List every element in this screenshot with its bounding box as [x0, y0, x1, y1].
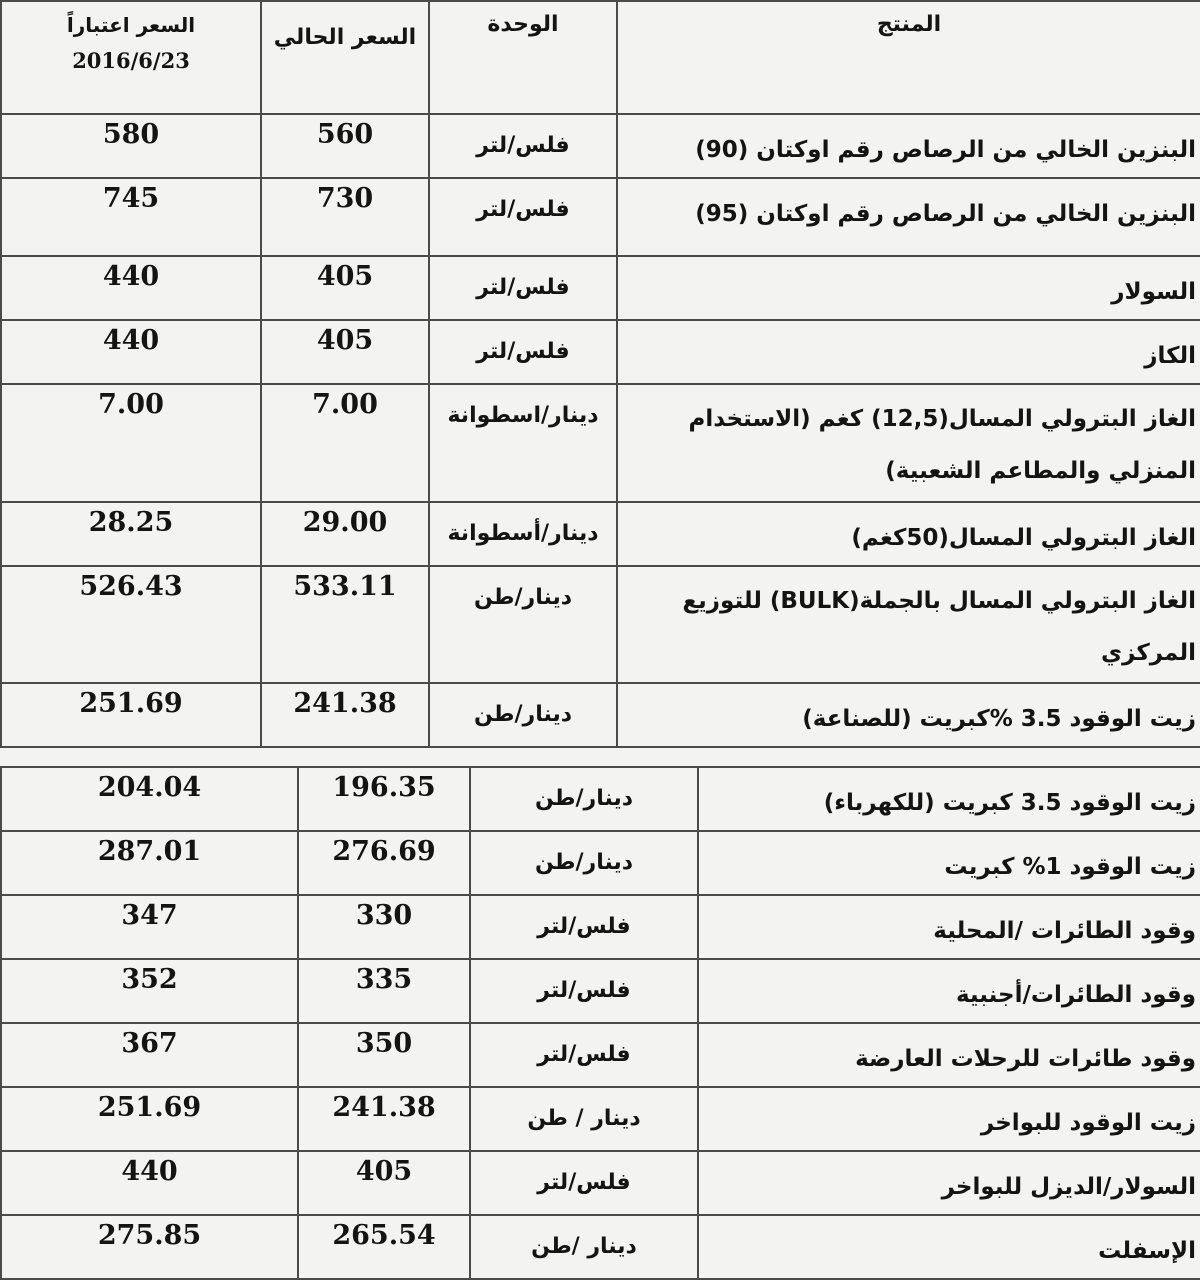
- new-price-cell: 204.04: [1, 767, 298, 831]
- new-price-cell: 7.00: [1, 384, 261, 502]
- product-name: زيت الوقود 3.5 كبريت (للكهرباء): [698, 767, 1200, 831]
- product-name: الغاز البترولي المسال(50كغم): [617, 502, 1200, 566]
- new-price-cell: 28.25: [1, 502, 261, 566]
- table-row: [1, 1087, 1200, 1151]
- new-price-cell: 745: [1, 178, 261, 256]
- product-name: زيت الوقود للبواخر: [698, 1087, 1200, 1151]
- product-name: الغاز البترولي المسال بالجملة(BULK) للتوزيع المركزي: [617, 566, 1200, 683]
- table-row: [1, 895, 1200, 959]
- table-row: [1, 1151, 1200, 1215]
- product-name: زيت الوقود 3.5 %كبريت (للصناعة): [617, 683, 1200, 747]
- current-price-cell: 276.69: [298, 831, 470, 895]
- new-price-cell: 287.01: [1, 831, 298, 895]
- new-price-cell: 440: [1, 1151, 298, 1215]
- unit-cell: فلس/لتر: [470, 1151, 698, 1215]
- table-row: [1, 1215, 1200, 1279]
- unit-cell: دينار /طن: [470, 1215, 698, 1279]
- current-price-cell: 265.54: [298, 1215, 470, 1279]
- new-price-cell: 526.43: [1, 566, 261, 683]
- unit-cell: دينار / طن: [470, 1087, 698, 1151]
- table-row: [1, 959, 1200, 1023]
- unit-cell: دينار/طن: [470, 767, 698, 831]
- table-row: [1, 767, 1200, 831]
- unit-cell: فلس/لتر: [429, 178, 617, 256]
- current-price-cell: 241.38: [298, 1087, 470, 1151]
- header-product: المنتج: [617, 1, 1200, 114]
- product-name: البنزين الخالي من الرصاص رقم اوكتان (90): [617, 114, 1200, 178]
- table-row: [1, 683, 1200, 747]
- table-row: [1, 502, 1200, 566]
- header-current-price: السعر الحالي: [261, 1, 429, 114]
- current-price-cell: 196.35: [298, 767, 470, 831]
- new-price-cell: 347: [1, 895, 298, 959]
- unit-cell: دينار/اسطوانة: [429, 384, 617, 502]
- table-row: [1, 320, 1200, 384]
- unit-cell: فلس/لتر: [429, 256, 617, 320]
- header-price-from-label: السعر اعتباراً: [66, 13, 196, 37]
- table-row: [1, 831, 1200, 895]
- product-name: زيت الوقود 1% كبريت: [698, 831, 1200, 895]
- new-price-cell: 251.69: [1, 1087, 298, 1151]
- current-price-cell: 405: [261, 320, 429, 384]
- new-price-cell: 275.85: [1, 1215, 298, 1279]
- current-price-cell: 560: [261, 114, 429, 178]
- current-price-cell: 730: [261, 178, 429, 256]
- table-row: [1, 1023, 1200, 1087]
- product-name: الغاز البترولي المسال(12,5) كغم (الاستخدام المنزلي والمطاعم الشعبية): [617, 384, 1200, 502]
- current-price-cell: 241.38: [261, 683, 429, 747]
- new-price-cell: 440: [1, 256, 261, 320]
- header-price-from-date: 2016/6/23: [72, 48, 190, 73]
- current-price-cell: 330: [298, 895, 470, 959]
- current-price-cell: 350: [298, 1023, 470, 1087]
- table-row: [1, 256, 1200, 320]
- unit-cell: فلس/لتر: [470, 1023, 698, 1087]
- fuel-price-table-2: [0, 766, 1200, 1280]
- product-name: وقود الطائرات/أجنبية: [698, 959, 1200, 1023]
- new-price-cell: 580: [1, 114, 261, 178]
- header-unit: الوحدة: [429, 1, 617, 114]
- product-name: وقود طائرات للرحلات العارضة: [698, 1023, 1200, 1087]
- unit-cell: دينار/طن: [429, 566, 617, 683]
- header-price-from: [1, 1, 261, 114]
- product-name: السولار: [617, 256, 1200, 320]
- unit-cell: فلس/لتر: [429, 114, 617, 178]
- table-row: [1, 178, 1200, 256]
- product-name: الكاز: [617, 320, 1200, 384]
- new-price-cell: 352: [1, 959, 298, 1023]
- unit-cell: فلس/لتر: [470, 959, 698, 1023]
- product-name: البنزين الخالي من الرصاص رقم اوكتان (95): [617, 178, 1200, 256]
- unit-cell: دينار/أسطوانة: [429, 502, 617, 566]
- current-price-cell: 335: [298, 959, 470, 1023]
- current-price-cell: 29.00: [261, 502, 429, 566]
- current-price-cell: 533.11: [261, 566, 429, 683]
- header-row: [1, 1, 1200, 114]
- new-price-cell: 440: [1, 320, 261, 384]
- unit-cell: دينار/طن: [429, 683, 617, 747]
- new-price-cell: 251.69: [1, 683, 261, 747]
- current-price-cell: 405: [298, 1151, 470, 1215]
- new-price-cell: 367: [1, 1023, 298, 1087]
- unit-cell: فلس/لتر: [470, 895, 698, 959]
- product-name: السولار/الديزل للبواخر: [698, 1151, 1200, 1215]
- table-row: [1, 566, 1200, 683]
- product-name: الإسفلت: [698, 1215, 1200, 1279]
- table-row: [1, 384, 1200, 502]
- current-price-cell: 405: [261, 256, 429, 320]
- current-price-cell: 7.00: [261, 384, 429, 502]
- unit-cell: فلس/لتر: [429, 320, 617, 384]
- table-row: [1, 114, 1200, 178]
- product-name: وقود الطائرات /المحلية: [698, 895, 1200, 959]
- unit-cell: دينار/طن: [470, 831, 698, 895]
